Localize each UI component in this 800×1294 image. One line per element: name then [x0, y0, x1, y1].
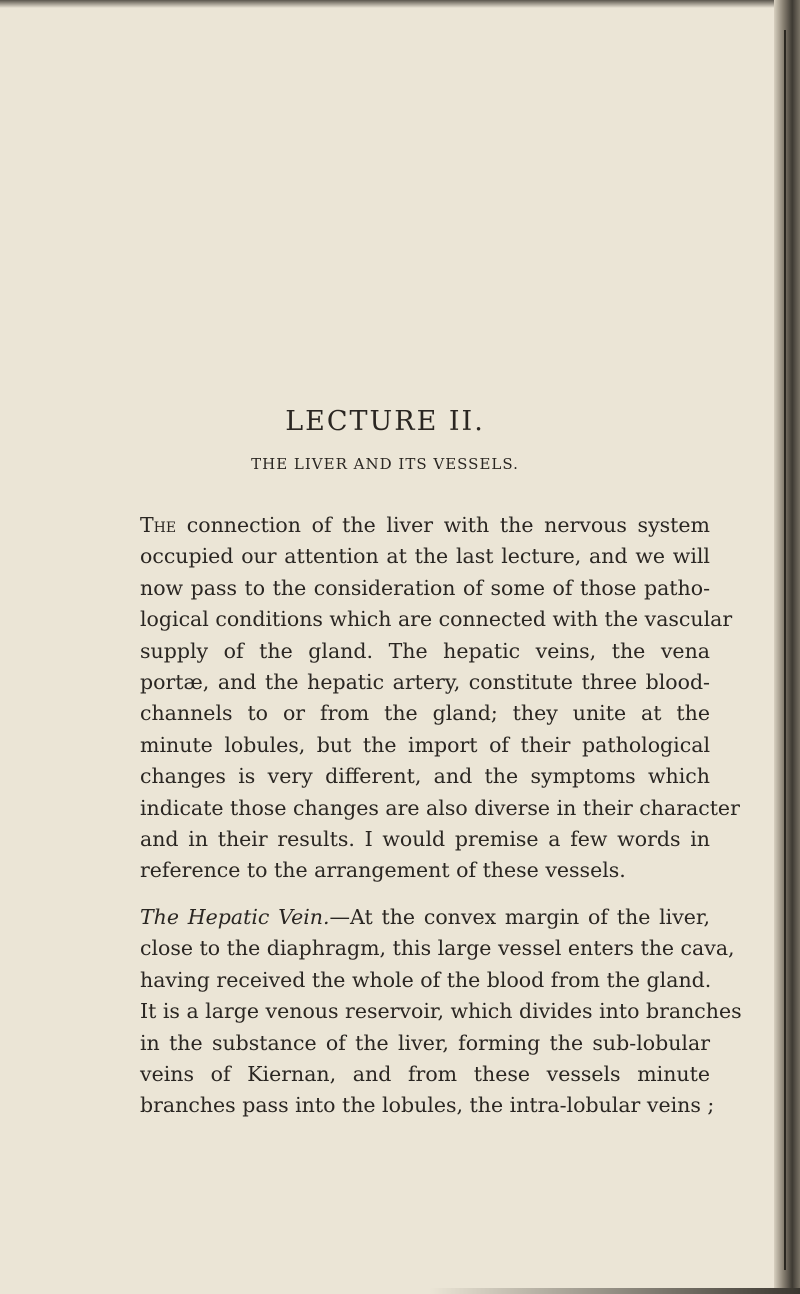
paragraph-2 [140, 902, 742, 1122]
paragraph-2-heading: The Hepatic Vein. [140, 905, 330, 929]
lecture-subtitle: THE LIVER AND ITS VESSELS. [251, 455, 519, 473]
paragraph-2-line: branches pass into the lobules, the intra-lobular veins ; [140, 1093, 715, 1118]
paragraph-1-lead: The [140, 513, 177, 537]
paragraph-1-line: channels to or from the gland; they unite at the [140, 701, 710, 726]
paragraph-1-line: minute lobules, but the import of their pathological [140, 732, 710, 757]
paragraph-1-line: occupied our attention at the last lecture, and we will [140, 544, 710, 569]
paragraph-1-line: now pass to the consideration of some of those patho- [140, 575, 710, 600]
page-bottom-edge [430, 1288, 800, 1294]
paragraph-1-line: portæ, and the hepatic artery, constitute three blood- [140, 669, 710, 694]
page-top-edge [0, 0, 800, 8]
spine-shadow-line [784, 30, 786, 1270]
paragraph-2-line: close to the diaphragm, this large vessel enters the cava, [140, 936, 735, 961]
paragraph-1-line: and in their results. I would premise a few words in [140, 826, 710, 851]
paragraph-1 [140, 510, 740, 887]
paragraph-1-line: changes is very different, and the symptoms which [140, 764, 710, 789]
paragraph-1-line: supply of the gland. The hepatic veins, the vena [140, 638, 710, 663]
paragraph-1-line: The connection of the liver with the nervous system [140, 513, 710, 537]
paragraph-1-line: reference to the arrangement of these vessels. [140, 858, 626, 883]
lecture-title: LECTURE II. [285, 406, 485, 438]
paragraph-2-line: veins of Kiernan, and from these vessels minute [140, 1061, 710, 1086]
paragraph-1-line: indicate those changes are also diverse in their character [140, 795, 740, 820]
paragraph-2-line: The Hepatic Vein.—At the convex margin of the liver, [140, 905, 710, 929]
paragraph-1-line: logical conditions which are connected with the vascular [140, 607, 733, 632]
paragraph-2-line: having received the whole of the blood from the gland. [140, 967, 712, 992]
paragraph-2-line: in the substance of the liver, forming the sub-lobular [140, 1030, 710, 1055]
paragraph-2-line: It is a large venous reservoir, which divides into branches [140, 999, 742, 1024]
book-spine [774, 0, 800, 1294]
